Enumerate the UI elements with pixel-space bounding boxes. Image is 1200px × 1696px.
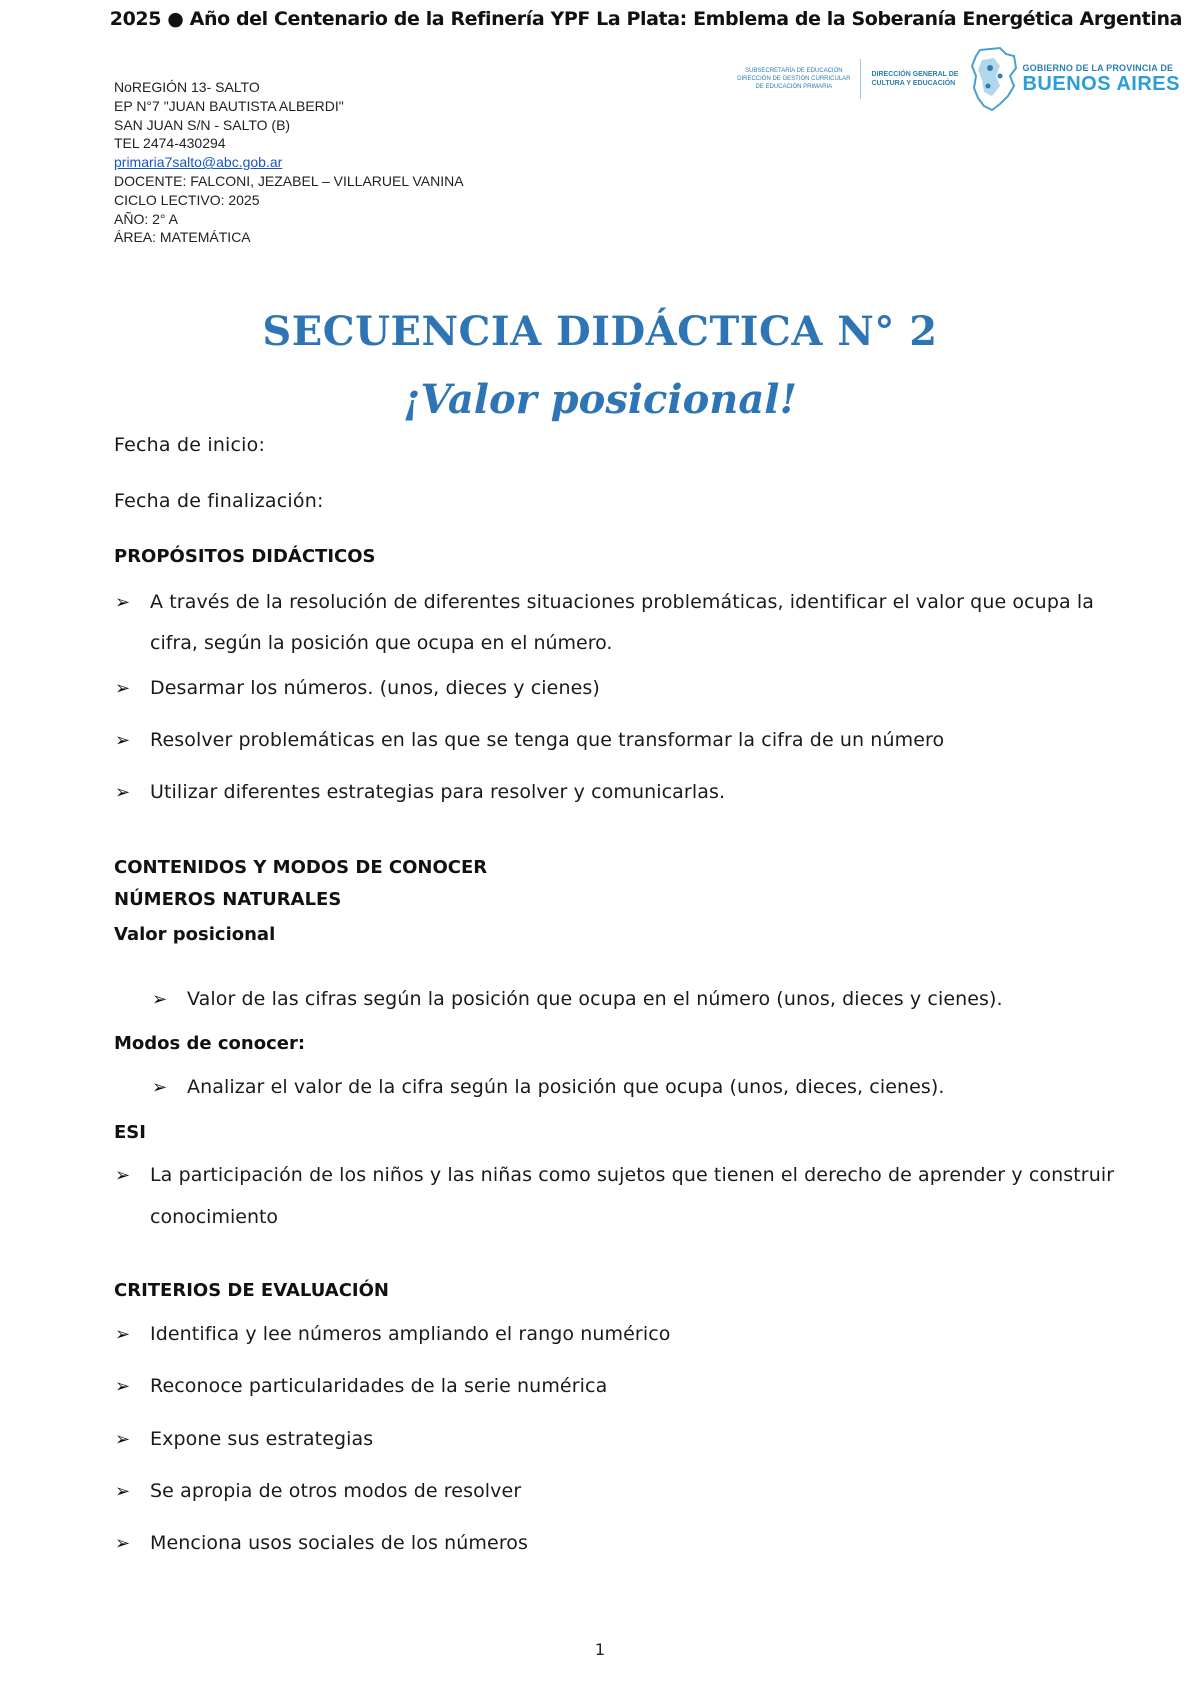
criterios-heading: CRITERIOS DE EVALUACIÓN — [114, 1280, 389, 1301]
page-title: SECUENCIA DIDÁCTICA N° 2 — [262, 308, 938, 355]
buenos-aires-label: BUENOS AIRES — [1022, 73, 1180, 95]
contenidos-heading: CONTENIDOS Y MODOS DE CONOCER — [114, 857, 488, 878]
start-date-label: Fecha de inicio: — [114, 434, 266, 456]
province-map-icon — [970, 46, 1018, 112]
criterio-text: Reconoce particularidades de la serie numérica — [150, 1375, 608, 1397]
arrow-bullet-icon: ➢ — [115, 1533, 131, 1554]
proposito-item — [115, 781, 726, 803]
criterio-text: Menciona usos sociales de los números — [150, 1532, 529, 1554]
contenido-item — [152, 988, 1003, 1010]
subsecretaria-logo — [737, 67, 850, 91]
phone-line: TEL 2474-430294 — [114, 135, 226, 152]
address-line: SAN JUAN S/N - SALTO (B) — [114, 116, 291, 133]
school-name-line: EP N°7 "JUAN BAUTISTA ALBERDI" — [114, 97, 344, 114]
proposito-text: A través de la resolución de diferentes situaciones problemáticas, identificar el valor que ocupa la — [150, 591, 1094, 613]
arrow-bullet-icon: ➢ — [115, 730, 131, 751]
arrow-bullet-icon: ➢ — [115, 592, 131, 613]
modo-text: Analizar el valor de la cifra según la posición que ocupa (unos, dieces, cienes). — [187, 1076, 945, 1098]
page-number: 1 — [594, 1640, 606, 1659]
criterio-text: Expone sus estrategias — [150, 1428, 374, 1450]
criterio-item — [115, 1428, 374, 1450]
dgce-logo — [871, 70, 958, 88]
arrow-bullet-icon: ➢ — [115, 1429, 131, 1450]
teacher-line: DOCENTE: FALCONI, JEZABEL – VILLARUEL VANINA — [114, 172, 464, 189]
criterio-text: Identifica y lee números ampliando el rango numérico — [150, 1323, 671, 1345]
esi-item — [115, 1164, 1115, 1186]
modos-de-conocer-heading: Modos de conocer: — [114, 1033, 306, 1054]
subject-line: ÁREA: MATEMÁTICA — [114, 229, 251, 246]
proposito-text: Utilizar diferentes estrategias para resolver y comunicarlas. — [150, 781, 726, 803]
institution-logos — [737, 44, 1180, 114]
arrow-bullet-icon: ➢ — [115, 1481, 131, 1502]
criterio-text: Se apropia de otros modos de resolver — [150, 1480, 522, 1502]
proposito-continuation: cifra, según la posición que ocupa en el número. — [150, 632, 613, 654]
modo-item — [152, 1076, 945, 1098]
arrow-bullet-icon: ➢ — [152, 1077, 168, 1098]
subsecretaria-line-1: SUBSECRETARÍA DE EDUCACIÓN — [745, 68, 843, 74]
valor-posicional-heading: Valor posicional — [114, 924, 276, 945]
arrow-bullet-icon: ➢ — [115, 782, 131, 803]
arrow-bullet-icon: ➢ — [115, 678, 131, 699]
dgce-line-2: CULTURA Y EDUCACIÓN — [871, 80, 956, 87]
criterio-item — [115, 1532, 529, 1554]
proposito-text: Resolver problemáticas en las que se tenga que transformar la cifra de un número — [150, 729, 945, 751]
criterio-item — [115, 1480, 522, 1502]
proposito-item — [115, 591, 1094, 613]
criterio-item — [115, 1375, 608, 1397]
arrow-bullet-icon: ➢ — [152, 989, 168, 1010]
dgce-line-1: DIRECCIÓN GENERAL DE — [871, 71, 959, 78]
subsecretaria-line-3: DE EDUCACIÓN PRIMARIA — [755, 84, 833, 90]
logo-divider — [860, 59, 861, 99]
proposito-text: Desarmar los números. (unos, dieces y cienes) — [150, 677, 600, 699]
criterio-item — [115, 1323, 671, 1345]
pba-logo — [970, 46, 1180, 112]
subsecretaria-line-2: DIRECCIÓN DE GESTIÓN CURRICULAR — [737, 76, 851, 82]
grade-line: AÑO: 2° A — [114, 210, 178, 227]
esi-continuation: conocimiento — [150, 1206, 279, 1228]
arrow-bullet-icon: ➢ — [115, 1376, 131, 1397]
email-link[interactable]: primaria7salto@abc.gob.ar — [114, 154, 283, 171]
gobierno-label: GOBIERNO DE LA PROVINCIA DE — [1022, 63, 1174, 73]
school-header-info — [114, 78, 464, 247]
propositos-heading: PROPÓSITOS DIDÁCTICOS — [114, 546, 376, 567]
arrow-bullet-icon: ➢ — [115, 1165, 131, 1186]
numeros-naturales-heading: NÚMEROS NATURALES — [114, 889, 342, 910]
year-banner: 2025 ● Año del Centenario de la Refinería YPF La Plata: Emblema de la Soberanía Energética Argentina — [109, 8, 1182, 30]
esi-text: La participación de los niños y las niñas como sujetos que tienen el derecho de aprender y construir — [150, 1164, 1115, 1186]
esi-heading: ESI — [114, 1122, 146, 1143]
arrow-bullet-icon: ➢ — [115, 1324, 131, 1345]
region-line: NoREGIÓN 13- SALTO — [114, 79, 260, 95]
page-subtitle: ¡Valor posicional! — [402, 376, 798, 423]
proposito-item — [115, 729, 945, 751]
contenido-text: Valor de las cifras según la posición que ocupa en el número (unos, dieces y cienes). — [187, 988, 1003, 1010]
end-date-label: Fecha de finalización: — [114, 490, 324, 512]
school-year-line: CICLO LECTIVO: 2025 — [114, 191, 260, 208]
proposito-item — [115, 677, 600, 699]
